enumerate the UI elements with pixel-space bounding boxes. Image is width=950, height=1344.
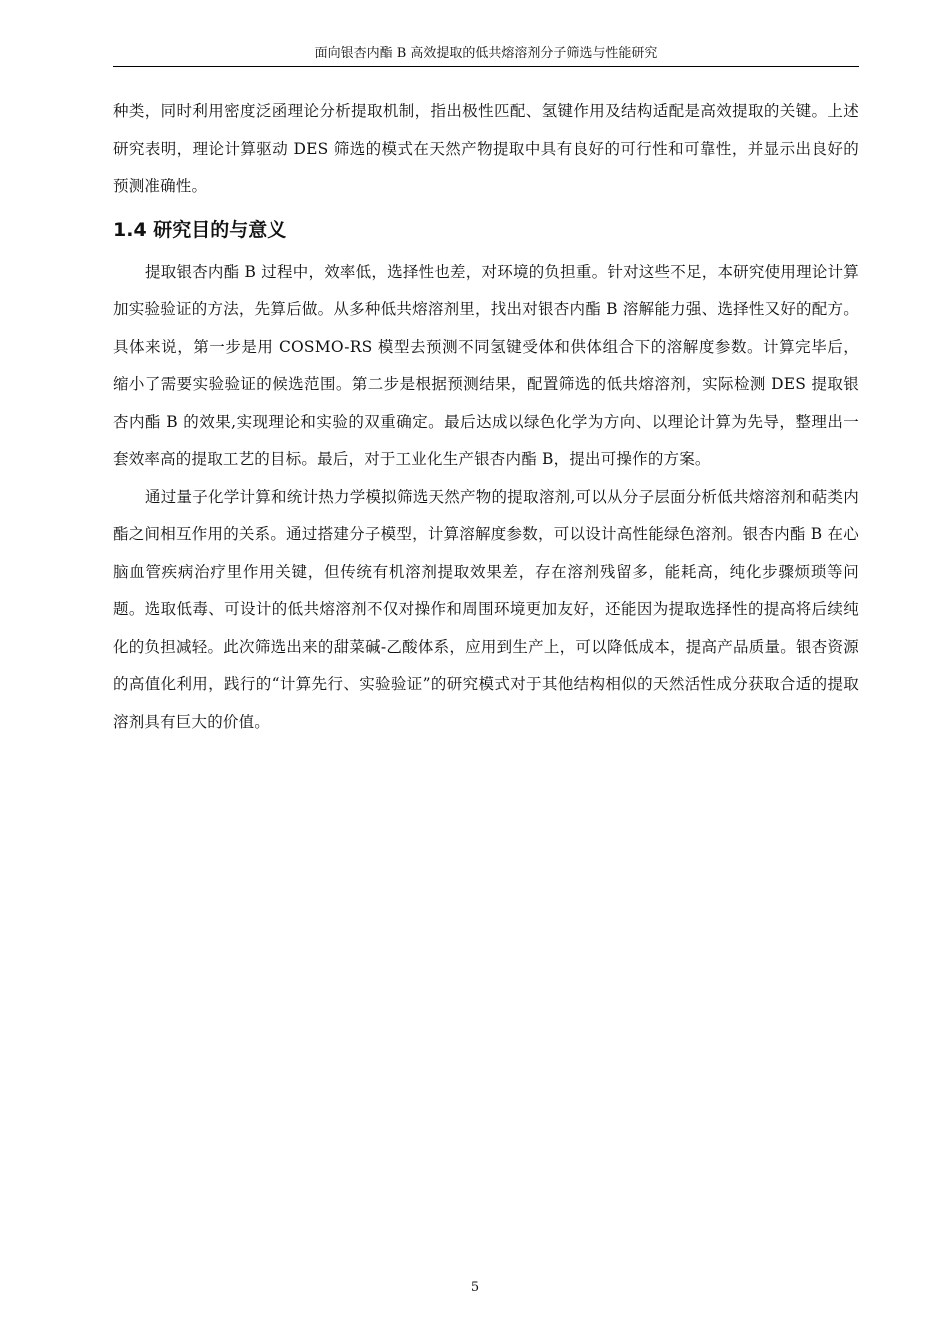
continued-paragraph: 种类，同时利用密度泛函理论分析提取机制，指出极性匹配、氢键作用及结构适配是高效提取的关键。上述研究表明，理论计算驱动 DES 筛选的模式在天然产物提取中具有良好的可行性和可靠性，并显示出良好的预测准确性。 <box>113 102 859 195</box>
body-paragraph-2: 通过量子化学计算和统计热力学模拟筛选天然产物的提取溶剂,可以从分子层面分析低共熔溶剂和萜类内酯之间相互作用的关系。通过搭建分子模型，计算溶解度参数，可以设计高性能绿色溶剂。银杏内酯 B 在心脑血管疾病治疗里作用关键，但传统有机溶剂提取效果差，存在溶剂残留多，能耗高，纯化步骤烦琐等问题。选取低毒、可设计的低共熔溶剂不仅对操作和周围环境更加友好，还能因为提取选择性的提高将后续纯化的负担减轻。此次筛选出来的甜菜碱-乙酸体系，应用到生产上，可以降低成本，提高产品质量。银杏资源的高值化利用，践行的“计算先行、实验验证”的研究模式对于其他结构相似的天然活性成分获取合适的提取溶剂具有巨大的价值。 <box>113 487 859 731</box>
running-header: 面向银杏内酯 B 高效提取的低共熔溶剂分子筛选与性能研究 <box>113 44 859 67</box>
section-heading: 1.4 研究目的与意义 <box>113 218 287 241</box>
body-paragraph-1: 提取银杏内酯 B 过程中，效率低，选择性也差，对环境的负担重。针对这些不足，本研究使用理论计算加实验验证的方法，先算后做。从多种低共熔溶剂里，找出对银杏内酯 B 溶解能力强、选择性又好的配方。具体来说，第一步是用 COSMO-RS 模型去预测不同氢键受体和供体组合下的溶解度参数。计算完毕后，缩小了需要实验验证的候选范围。第二步是根据预测结果，配置筛选的低共熔溶剂，实际检测 DES 提取银杏内酯 B 的效果,实现理论和实验的双重确定。最后达成以绿色化学为方向、以理论计算为先导，整理出一套效率高的提取工艺的目标。最后，对于工业化生产银杏内酯 B，提出可操作的方案。 <box>113 262 859 468</box>
page-number: 5 <box>470 1280 480 1295</box>
page-body <box>113 93 859 741</box>
